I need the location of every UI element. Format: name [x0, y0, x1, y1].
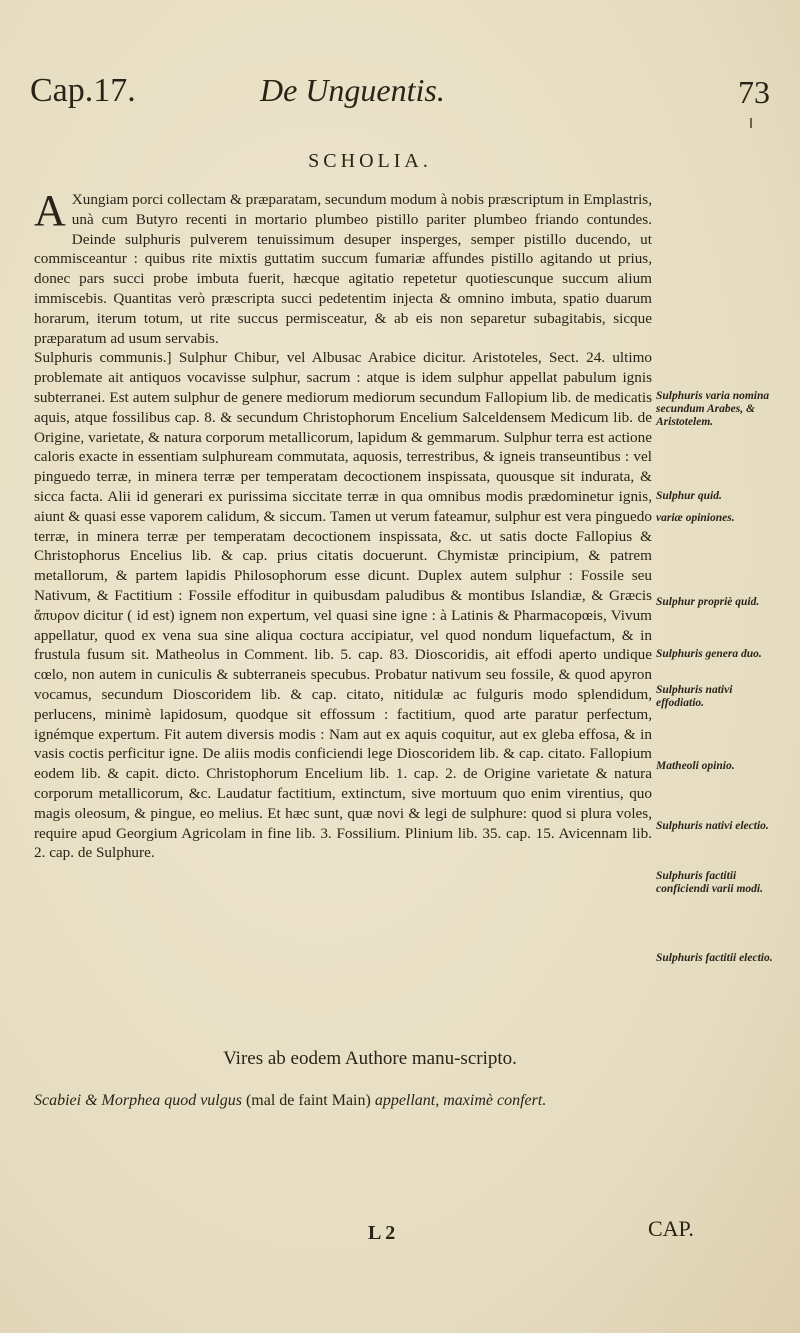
margin-note: Matheoli opinio. [656, 760, 735, 772]
margin-note: Sulphur quid. [656, 490, 722, 502]
scabiei-lead: Scabiei & Morphea quod vulgus [34, 1092, 242, 1109]
paragraph-2: Sulphuris communis.] Sulphur Chibur, vel Albusac Arabice dicitur. Aristoteles, Sect. 24. ultimo problemate ait antiquos vocavisse sulphur, sacrum : atque is idem sulphur appellat pabulum ignis subterranei. Est autem sulphur de genere mediorum mediorum secundum Fallopium lib. de medicatis aquis, atque fossilibus cap. 8. & secundum Christophorum Encelium Salceldensem Medicum lib. de Origine, varietate, & natura corporum metallicorum, lapidum & gemmarum. Sulphur terra est actione caloris exacte in essentiam sulphuream commutata, aquosis, terrestribus, & igneis transeuntibus : vel pinguedo terræ, in minera terræ per temperatam decoctionem inspissata, quousque sit indurata, & sicca facta. Alii id generari ex purissima siccitate terræ in qua omnibus modis prædominetur ignis, aiunt & quasi esse vaporem calidum, & siccum. Tamen ut verum fateamur, sulphur est vera pinguedo terræ, in minera terræ per temperatam decoctionem inspissata, &c. ut satis docte Fallopius & Christophorus Encelius lib. & cap. prius citatis docuerunt. Chymistæ principium, & patrem metallorum, & partem lapidis Philosophorum esse dicunt. Duplex autem sulphur : Fossile seu Nativum, & Factitium : Fossile effoditur in quibusdam paludibus & montibus Islandiæ, & Græcis ἄπυρον dicitur ( id est) ignem non expertum, vel quasi sine igne : à Latinis & Pharmacopœis, Vivum appellatur, quod ex vena sua sine aliqua coctura accipiatur, vel quod nondum liquefactum, & in frustula fusum sit. Matheolus in Comment. lib. 5. cap. 83. Dioscoridis, ait effodi aperto undique cœlo, non autem in cuniculis & subterraneis specubus. Probatur nativum seu fossile, & quod apyron vocamus, secundum Dioscoridem lib. & cap. citato, nitidulæ ac fulguris modo splendidum, perlucens, minimè lapidosum, quodque sit effossum : factitium, quod arte paratur perfectum, ignémque expertum. Fit autem diversis modis : Nam aut ex aquis coquitur, aut ex gleba effosa, & in vasis coctis perficitur igne. De aliis modis conficiendi lege Dioscoridem lib. & cap. citato. Fallopium eodem lib. & capit. dicto. Christophorum Encelium lib. 1. cap. 2. de Origine varietate & natura corporum metallicorum, &c. Laudatur factitium, extinctum, sive mortuum quo enim virentius, quo magis oleosum, & pingue, eo melius. Et hæc sunt, quæ novi & legi de sulphure: quod si plura voles, require apud Georgium Agricolam in fine lib. 3. Fossilium. Plinium lib. 35. cap. 15. Avicennam lib. 2. cap. de Sulphure. [34, 349, 652, 862]
chapter-label: Cap.17. [30, 72, 136, 109]
margin-note: Sulphuris genera duo. [656, 648, 762, 660]
section-title: SCHOLIA. [308, 150, 432, 172]
margin-note: variæ opiniones. [656, 512, 735, 524]
scabiei-tail: appellant, maximè confert. [374, 1092, 547, 1109]
margin-note: Sulphur propriè quid. [656, 596, 760, 608]
paragraph-1 [34, 186, 652, 348]
margin-note: Sulphuris factitii electio. [656, 952, 773, 964]
margin-note: Sulphuris nativi effodiatio. [656, 684, 733, 709]
margin-note: Sulphuris factitii conficiendi varii modi. [656, 870, 764, 895]
signature-mark: L 2 [368, 1222, 396, 1244]
page-number: 73 [738, 74, 770, 110]
running-title: De Unguentis. [260, 72, 445, 108]
mark-stroke [750, 118, 752, 128]
body-text [34, 186, 652, 863]
vires-heading: Vires ab eodem Authore manu-scripto. [223, 1048, 517, 1069]
margin-note: Sulphuris varia nomina secundum Arabes, & Aristotelem. [656, 390, 770, 428]
margin-note: Sulphuris nativi electio. [656, 820, 769, 832]
catchword: CAP. [648, 1216, 694, 1241]
drop-cap: A [34, 186, 66, 235]
paragraph-1-text: Xungiam porci collectam & præparatam, secundum modum à nobis præscriptum in Emplastris, unà cum Butyro recenti in mortario plumbeo pistillo pariter plumbeo friando contundes. Deinde sulphuris pulverem tenuissimum desuper insperges, semper pistillo ducendo, ut commisceantur : quibus rite mixtis guttatim succum fumariæ affundes pistillo agitando ut prius, donec pars succi probe imbuta fuerit, hæcque agitatio repetetur quotiescunque succum alium immiscebis. Quantitas verò præscripta succi pedetentim injecta & omnino imbuta, spatio duarum horarum, iterum totum, ut rite succus permisceatur, & ab eis non separetur subagitabis, sicque præparatum ad usum servabis. [34, 191, 652, 347]
scabiei-line [34, 1090, 734, 1112]
running-head [30, 72, 770, 122]
scabiei-parenthetical: (mal de faint Main) [245, 1092, 371, 1109]
